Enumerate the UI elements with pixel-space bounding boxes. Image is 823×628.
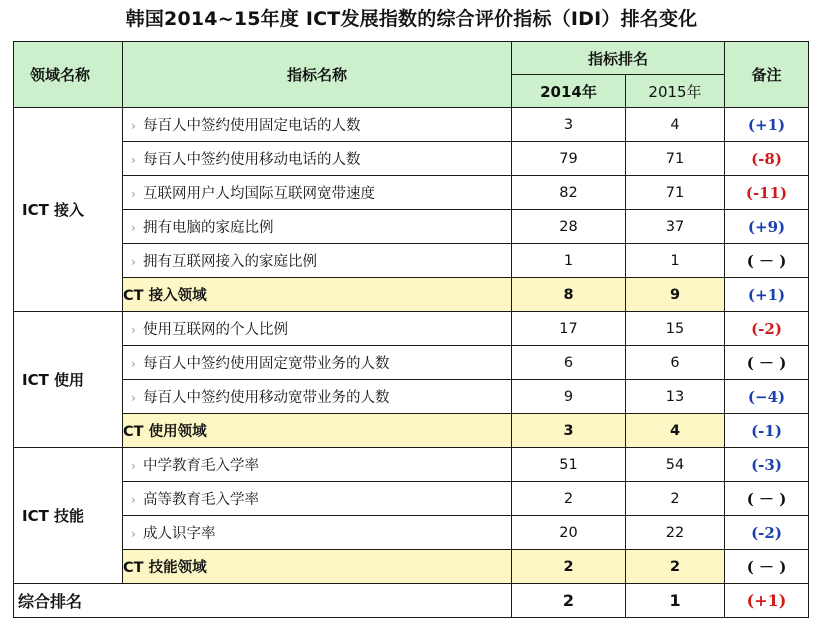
note-cell: (+9) [725,210,809,244]
indicator-label: 高等教育毛入学率 [143,492,259,508]
indicator-cell [123,142,512,176]
rank-2014-cell: 51 [512,448,626,482]
total-2014-cell: 2 [512,584,626,618]
rank-2014-cell: 6 [512,346,626,380]
subtotal-label: CT 技能领域 [123,550,512,584]
bullet-icon: › [131,255,136,269]
header-rank-group: 指标排名 [512,42,725,75]
note-cell: ( － ) [725,346,809,380]
indicator-cell [123,482,512,516]
rank-2014-cell: 2 [512,482,626,516]
bullet-icon: › [131,221,136,235]
bullet-icon: › [131,459,136,473]
rank-2015-cell: 4 [626,108,725,142]
header-indicator: 指标名称 [123,42,512,108]
page-title: 韩国2014~15年度 ICT发展指数的综合评价指标（IDI）排名变化 [125,8,698,30]
indicator-cell [123,210,512,244]
subtotal-note-cell: (+1) [725,278,809,312]
indicator-cell [123,380,512,414]
rank-2015-cell: 15 [626,312,725,346]
bullet-icon: › [131,187,136,201]
rank-2015-cell: 1 [626,244,725,278]
table-row [14,142,809,176]
total-note-cell: (+1) [725,584,809,618]
table-row [14,108,809,142]
indicator-label: 互联网用户人均国际互联网宽带速度 [143,186,375,202]
indicator-cell [123,312,512,346]
bullet-icon: › [131,119,136,133]
subtotal-2015-cell: 9 [626,278,725,312]
indicator-cell [123,346,512,380]
table-row [14,176,809,210]
subtotal-note-cell: (-1) [725,414,809,448]
rank-2014-cell: 82 [512,176,626,210]
rank-2014-cell: 79 [512,142,626,176]
note-cell: ( － ) [725,244,809,278]
subtotal-2015-cell: 2 [626,550,725,584]
subtotal-2014-cell: 3 [512,414,626,448]
bullet-icon: › [131,493,136,507]
subtotal-row [14,414,809,448]
note-cell: (-8) [725,142,809,176]
header-domain: 领域名称 [14,42,123,108]
rank-2015-cell: 71 [626,142,725,176]
indicator-label: 成人识字率 [143,526,216,542]
subtotal-2014-cell: 8 [512,278,626,312]
domain-cell: ICT 使用 [14,312,123,448]
table-row [14,346,809,380]
indicator-cell [123,176,512,210]
note-cell: (-11) [725,176,809,210]
rank-2014-cell: 9 [512,380,626,414]
note-cell: (-2) [725,516,809,550]
bullet-icon: › [131,153,136,167]
table-row [14,210,809,244]
note-cell: (-3) [725,448,809,482]
note-cell: (−4) [725,380,809,414]
rank-2015-cell: 71 [626,176,725,210]
note-cell: ( － ) [725,482,809,516]
domain-cell: ICT 技能 [14,448,123,584]
table-row [14,312,809,346]
indicator-cell [123,244,512,278]
subtotal-2015-cell: 4 [626,414,725,448]
indicator-label: 每百人中签约使用固定宽带业务的人数 [143,356,390,372]
bullet-icon: › [131,357,136,371]
bullet-icon: › [131,391,136,405]
indicator-label: 每百人中签约使用移动电话的人数 [143,152,361,168]
total-label: 综合排名 [14,584,512,618]
header-2014: 2014年 [512,75,626,108]
indicator-label: 每百人中签约使用固定电话的人数 [143,118,361,134]
table-body [14,108,809,618]
indicator-label: 使用互联网的个人比例 [143,322,288,338]
indicator-cell [123,108,512,142]
table-row [14,244,809,278]
subtotal-label: CT 接入领域 [123,278,512,312]
idi-ranking-table [13,41,809,618]
indicator-label: 每百人中签约使用移动宽带业务的人数 [143,390,390,406]
table-row [14,482,809,516]
bullet-icon: › [131,323,136,337]
rank-2014-cell: 3 [512,108,626,142]
rank-2015-cell: 54 [626,448,725,482]
total-2015-cell: 1 [626,584,725,618]
subtotal-2014-cell: 2 [512,550,626,584]
total-row [14,584,809,618]
rank-2014-cell: 28 [512,210,626,244]
note-cell: (+1) [725,108,809,142]
indicator-label: 拥有电脑的家庭比例 [143,220,274,236]
bullet-icon: › [131,527,136,541]
rank-2014-cell: 17 [512,312,626,346]
rank-2015-cell: 37 [626,210,725,244]
header-2015: 2015年 [626,75,725,108]
note-cell: (-2) [725,312,809,346]
indicator-cell [123,516,512,550]
subtotal-row [14,550,809,584]
header-note: 备注 [725,42,809,108]
rank-2015-cell: 6 [626,346,725,380]
indicator-cell [123,448,512,482]
rank-2015-cell: 13 [626,380,725,414]
table-row [14,380,809,414]
rank-2014-cell: 1 [512,244,626,278]
subtotal-label: CT 使用领域 [123,414,512,448]
subtotal-row [14,278,809,312]
table-row [14,516,809,550]
rank-2015-cell: 22 [626,516,725,550]
table-row [14,448,809,482]
rank-2014-cell: 20 [512,516,626,550]
indicator-label: 中学教育毛入学率 [143,458,259,474]
domain-cell: ICT 接入 [14,108,123,312]
indicator-label: 拥有互联网接入的家庭比例 [143,254,317,270]
subtotal-note-cell: ( － ) [725,550,809,584]
rank-2015-cell: 2 [626,482,725,516]
